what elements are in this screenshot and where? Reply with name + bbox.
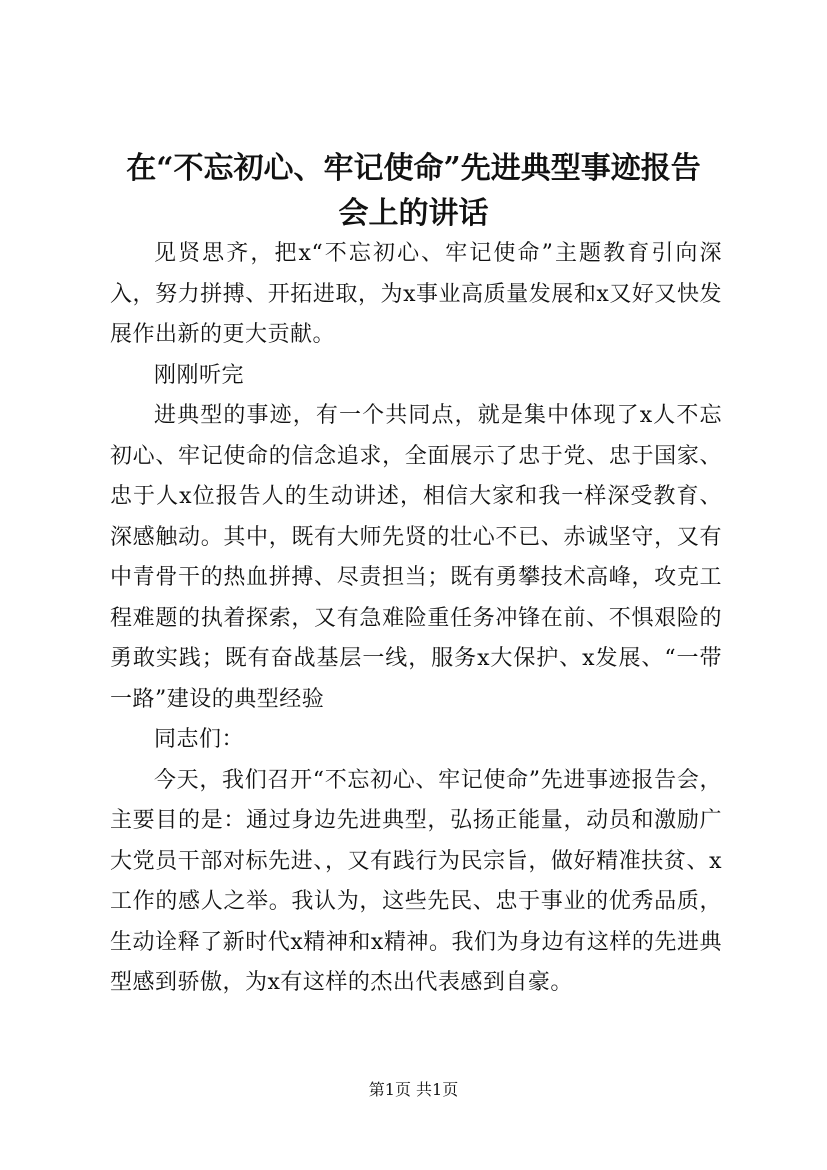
paragraph: 同志们： bbox=[154, 727, 245, 752]
paragraph: 刚刚听完 bbox=[154, 362, 245, 388]
document-title-line-2: 会上的讲话 bbox=[338, 196, 489, 231]
document-body bbox=[110, 234, 722, 1004]
paragraph: 进典型的事迹，有一个共同点，就是集中体现了x人不忘初心、牢记使命的信念追求，全面展示了忠于党、忠于国家、忠于人x位报告人的生动讲述，相信大家和我一样深受教育、深感触动。其中，既有大师先贤的壮心不已、赤诚坚守，又有中青骨干的热血拼搏、尽责担当；既有勇攀技术高峰，攻克工程难题的执着探索，又有急难险重任务冲锋在前、不惧艰险的勇敢实践；既有奋战基层一线，服务x大保护、x发展、“一带一路”建设的典型经验 bbox=[110, 403, 722, 712]
document-title-line-1: 在“不忘初心、牢记使命”先进典型事迹报告 bbox=[126, 151, 701, 186]
page-number-footer: 第1页 共1页 bbox=[368, 1080, 459, 1099]
paragraph: 今天，我们召开“不忘初心、牢记使命”先进事迹报告会，主要目的是：通过身边先进典型，弘扬正能量，动员和激励广大党员干部对标先进、，又有践行为民宗旨，做好精准扶贫、x工作的感人之举。我认为，这些先民、忠于事业的优秀品质，生动诠释了新时代x精神和x精神。我们为身边有这样的先进典型感到骄傲，为x有这样的杰出代表感到自豪。 bbox=[110, 767, 722, 995]
paragraph: 见贤思齐，把x“不忘初心、牢记使命”主题教育引向深入，努力拼搏、开拓进取，为x事业高质量发展和x又好又快发展作出新的更大贡献。 bbox=[110, 241, 722, 347]
